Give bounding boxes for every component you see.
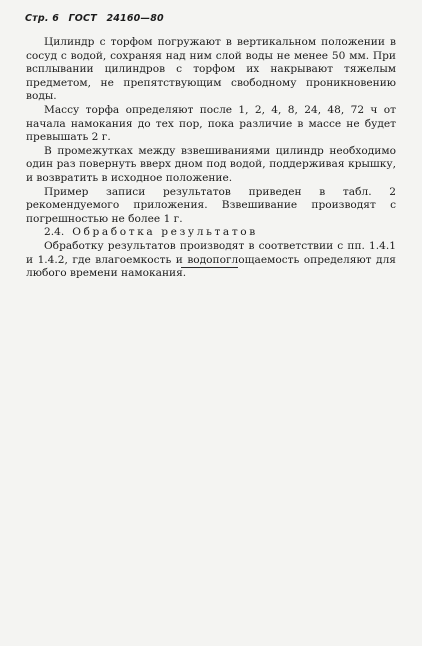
section-number: 2.4. [44,226,65,239]
paragraph-processing: Обработку результатов производят в соответствии с пп. 1.4.1 и 1.4.2, где влагоемкость и водопоглощаемость определяют для любого времени намокания. [26,239,396,280]
paragraph-immersion: Цилиндр с торфом погружают в вертикальном положении в сосуд с водой, сохраняя над ним слой воды не менее 50 мм. При всплывании цилиндров с торфом их накрывают тяжелым предметом, не препятствующим свободному проникновению воды. [26,36,396,103]
paragraph-weighing-schedule: Массу торфа определяют после 1, 2, 4, 8, 24, 48, 72 ч от начала намокания до тех пор, пока различие в массе не будет превышать 2 г. [26,103,396,144]
page-header [25,13,170,24]
section-heading [26,226,396,240]
standard-number: 24160—80 [106,13,164,24]
paragraph-turning: В промежутках между взвешиваниями цилиндр необходимо один раз повернуть вверх дном под водой, поддерживая крышку, и возвратить в исходное положение. [26,144,396,184]
section-title: Обработка результатов [72,226,258,239]
page-number-label: Стр. 6 [25,13,60,24]
document-body [26,36,396,281]
standard-label: ГОСТ [68,13,97,24]
paragraph-example: Пример записи результатов приведен в табл. 2 рекомендуемого приложения. Взвешивание производят с погрешностью не более 1 г. [26,185,396,225]
end-divider [181,267,238,268]
